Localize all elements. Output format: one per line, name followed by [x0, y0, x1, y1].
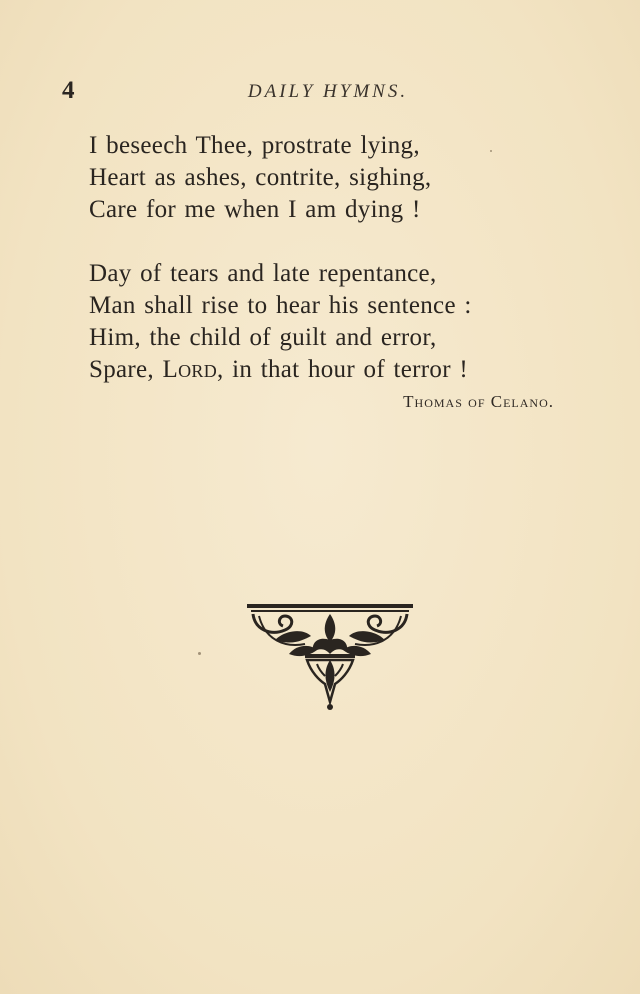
- stanza-1: [89, 130, 431, 226]
- author-attribution: Thomas of Celano.: [403, 392, 554, 411]
- verse-line: Day of tears and late repentance,: [89, 260, 437, 287]
- verse-line: Heart as ashes, contrite, sighing,: [89, 164, 432, 191]
- verse-line: Care for me when I am dying !: [89, 196, 421, 223]
- stanza-2: [89, 258, 472, 386]
- verse-text: , in that hour of terror !: [217, 356, 468, 383]
- running-head-title: DAILY HYMNS.: [247, 81, 409, 102]
- verse-line-last: [89, 354, 472, 386]
- small-caps-lord: Lord: [162, 356, 218, 383]
- paper-speck: [490, 150, 492, 152]
- paper-speck: [198, 652, 201, 655]
- verse-line: Him, the child of guilt and error,: [89, 324, 437, 351]
- page-number: 4: [62, 77, 75, 104]
- verse-line: I beseech Thee, prostrate lying,: [89, 132, 420, 159]
- verse-text: Spare,: [89, 356, 163, 383]
- fleuron-ornament-icon: [245, 600, 415, 712]
- verse-line: Man shall rise to hear his sentence :: [89, 292, 472, 319]
